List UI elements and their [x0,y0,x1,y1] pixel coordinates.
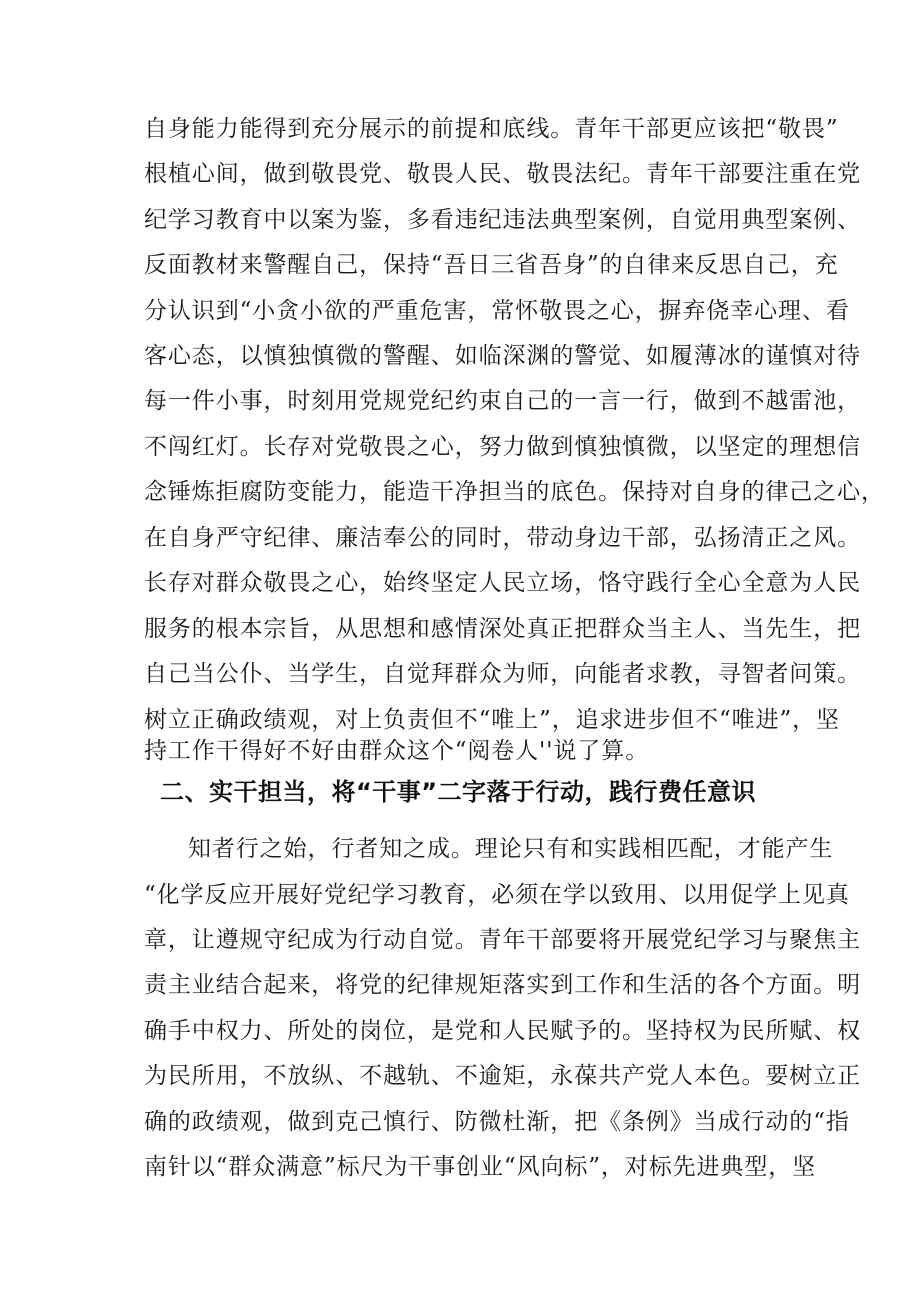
paragraph1-line-15: 持工作干得好不好由群众这个“阅卷人''说了算。 [144,738,650,764]
paragraph2-line-2: “化学反应开展好党纪学习教育，必须在学以致用、以用促学上见真 [144,882,850,908]
paragraph1-line-4: 反面教材来警醒自己，保持“吾日三省吾身”的自律来反思自己，充 [144,252,839,278]
paragraph1-line-12: 服务的根本宗旨，从思想和感情深处真正把群众当主人、当先生，把 [144,616,861,642]
paragraph1-line-11: 长存对群众敬畏之心，始终坚定人民立场，恪守践行全心全意为人民 [144,570,861,596]
paragraph2-line-3: 章，让遵规守纪成为行动自觉。青年干部要将开展党纪学习与聚焦主 [144,927,861,953]
paragraph1-line-7: 每一件小事，时刻用党规党纪约束自己的一言一行，做到不越雷池， [144,388,861,414]
paragraph1-line-10: 在自身严守纪律、廉洁奉公的同时，带动身边干部，弘扬清正之风。 [144,525,861,551]
paragraph1-line-6: 客心态，以慎独慎微的警醒、如临深渊的警觉、如履薄冰的谨慎对待 [144,343,861,369]
paragraph2-line-1: 知者行之始，行者知之成。理论只有和实践相匹配，才能产生 [188,836,834,862]
paragraph1-line-9: 念锤炼拒腐防变能力，能造干净担当的底色。保持对自身的律己之心， [144,479,885,505]
paragraph2-line-8: 南针以“群众满意”标尺为干事创业“风向标”，对标先进典型，坚 [144,1154,817,1180]
paragraph2-line-4: 责主业结合起来，将党的纪律规矩落实到工作和生活的各个方面。明 [144,972,861,998]
paragraph2-line-6: 为民所用，不放纵、不越轨、不逾矩，永葆共产党人本色。要树立正 [144,1063,861,1089]
paragraph1-line-3: 纪学习教育中以案为鉴，多看违纪违法典型案例，自觉用典型案例、 [144,207,861,233]
section-heading: 二、实干担当，将“干事”二字落于行动，践行费任意识 [160,778,757,806]
paragraph1-line-8: 不闯红灯。长存对党敬畏之心，努力做到慎独慎微，以坚定的理想信 [144,434,861,460]
paragraph2-line-5: 确手中权力、所处的岗位，是党和人民赋予的。坚持权为民所赋、权 [144,1018,861,1044]
paragraph1-line-14: 树立正确政绩观，对上负责但不“唯上”，追求进步但不“唯进”，坚 [144,707,840,733]
paragraph1-line-13: 自己当公仆、当学生，自觉拜群众为师，向能者求教，寻智者问策。 [144,661,861,687]
paragraph1-line-2: 根植心间，做到敬畏党、敬畏人民、敬畏法纪。青年干部要注重在党 [144,161,861,187]
paragraph1-line-1: 自身能力能得到充分展示的前提和底线。青年干部更应该把“敬畏” [144,116,839,142]
paragraph1-line-5: 分认识到“小贪小欲的严重危害，常怀敬畏之心，摒弃侥幸心理、看 [144,298,850,324]
paragraph2-line-7: 确的政绩观，做到克己慎行、防微杜渐，把《条例》当成行动的“指 [144,1109,850,1135]
